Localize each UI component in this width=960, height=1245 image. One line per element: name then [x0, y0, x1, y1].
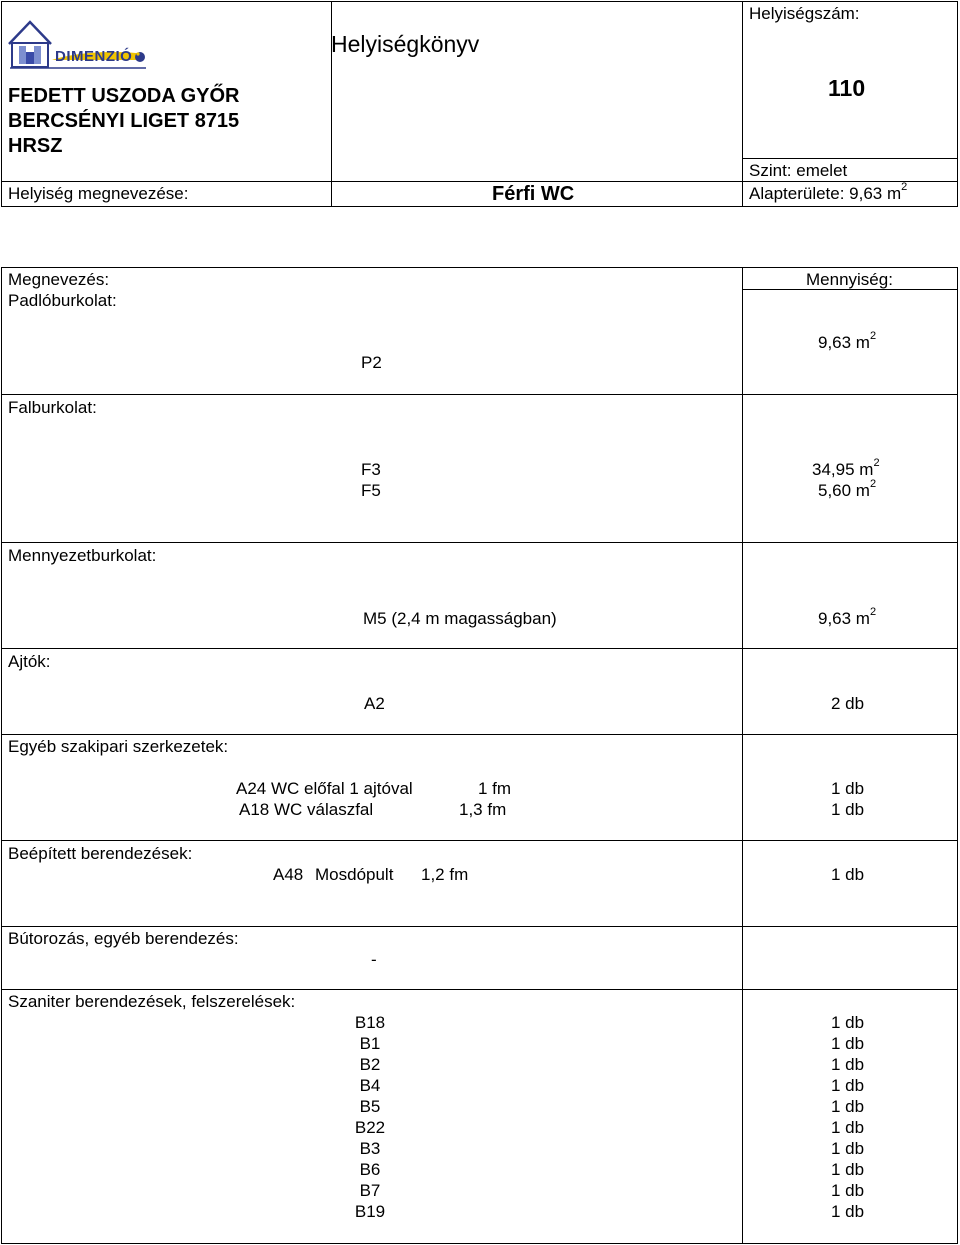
column-header-quantity: Mennyiség:: [806, 270, 893, 289]
wall-quantity-text: 5,60 m: [818, 481, 870, 500]
floor-quantity: [818, 330, 877, 352]
ceiling-code: M5 (2,4 m magasságban): [363, 609, 557, 628]
sanitary-quantity: 1 db: [831, 1181, 865, 1200]
built-in-code: A48: [273, 865, 304, 884]
level-label: Szint: emelet: [749, 161, 848, 180]
sanitary-quantity: 1 db: [831, 1013, 865, 1032]
logo-text: DIMENZIÓ: [55, 48, 133, 65]
sanitary-code: B3: [359, 1139, 381, 1158]
ceiling-quantity-sup: 2: [869, 606, 877, 619]
room-number: 110: [828, 75, 866, 101]
column-header-name: Megnevezés:: [8, 270, 110, 289]
room-name: Férfi WC: [492, 183, 575, 205]
room-number-label: Helyiségszám:: [749, 4, 860, 23]
sanitary-quantity: 1 db: [831, 1202, 865, 1221]
company-logo: [6, 16, 151, 70]
room-area-text: Alapterülete: 9,63 m: [749, 184, 902, 203]
sanitary-quantity: 1 db: [831, 1139, 865, 1158]
floor-label: Padlóburkolat:: [8, 291, 117, 310]
project-name-line1: FEDETT USZODA GYŐR: [8, 85, 240, 107]
sanitary-code: B7: [359, 1181, 381, 1200]
sanitary-quantity: 1 db: [831, 1118, 865, 1137]
wall-label: Falburkolat:: [8, 398, 97, 417]
wall-quantity-text: 34,95 m: [812, 460, 874, 479]
floor-quantity-text: 9,63 m: [818, 333, 870, 352]
other-structure-name: A24 WC előfal 1 ajtóval: [236, 779, 413, 798]
other-structures-label: Egyéb szakipari szerkezetek:: [8, 737, 229, 756]
doors-label: Ajtók:: [8, 652, 51, 671]
other-structure-size: 1 fm: [478, 779, 512, 798]
floor-code: P2: [361, 353, 382, 372]
other-structure-size: 1,3 fm: [459, 800, 507, 819]
sanitary-code: B2: [359, 1055, 381, 1074]
ceiling-quantity-text: 9,63 m: [818, 609, 870, 628]
sanitary-label: Szaniter berendezések, felszerelések:: [8, 992, 296, 1011]
built-in-size: 1,2 fm: [421, 865, 469, 884]
sanitary-code: B6: [359, 1160, 381, 1179]
wall-code: F3: [361, 460, 381, 479]
furniture-value: -: [371, 950, 377, 969]
sanitary-code: B19: [354, 1202, 386, 1221]
wall-quantity-sup: 2: [873, 457, 880, 470]
sanitary-code: B1: [359, 1034, 381, 1053]
furniture-label: Bútorozás, egyéb berendezés:: [8, 929, 239, 948]
other-structure-quantity: 1 db: [831, 779, 865, 798]
sanitary-code: B4: [359, 1076, 381, 1095]
sanitary-code: B5: [359, 1097, 381, 1116]
room-area-unit-sup: 2: [901, 181, 908, 194]
room-area: [749, 181, 908, 203]
doors-code: A2: [364, 694, 385, 713]
project-name-line2: BERCSÉNYI LIGET 8715: [8, 110, 240, 132]
wall-quantity: [818, 478, 877, 500]
built-in-label: Beépített berendezések:: [8, 844, 193, 863]
sanitary-quantity: 1 db: [831, 1097, 865, 1116]
other-structure-quantity: 1 db: [831, 800, 865, 819]
doors-quantity: 2 db: [831, 694, 865, 713]
floor-quantity-sup: 2: [869, 330, 877, 343]
project-name-line3: HRSZ: [8, 135, 63, 157]
built-in-name: Mosdópult: [315, 865, 394, 884]
ceiling-quantity: [818, 606, 877, 628]
sanitary-code: B22: [354, 1118, 386, 1137]
room-name-label: Helyiség megnevezése:: [8, 184, 189, 203]
sanitary-quantity: 1 db: [831, 1076, 865, 1095]
document-title: Helyiségkönyv: [331, 31, 480, 57]
wall-code: F5: [361, 481, 381, 500]
sanitary-quantity: 1 db: [831, 1034, 865, 1053]
sanitary-quantity: 1 db: [831, 1160, 865, 1179]
wall-quantity: [812, 457, 880, 479]
built-in-quantity: 1 db: [831, 865, 865, 884]
other-structure-name: A18 WC válaszfal: [239, 800, 374, 819]
ceiling-label: Mennyezetburkolat:: [8, 546, 157, 565]
sanitary-quantity: 1 db: [831, 1055, 865, 1074]
sanitary-code: B18: [354, 1013, 386, 1032]
wall-quantity-sup: 2: [869, 478, 877, 491]
